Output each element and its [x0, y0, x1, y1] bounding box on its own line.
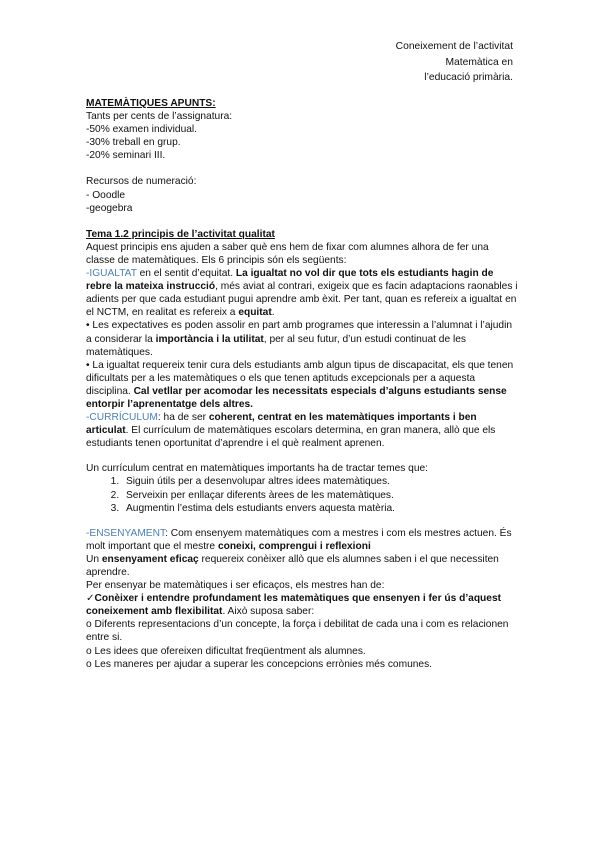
percent-intro: Tants per cents de l’assignatura:: [86, 111, 233, 123]
resource-item: -geogebra: [86, 202, 133, 214]
header-line-3: l’educació primària.: [424, 72, 513, 83]
eficac-paragraph: Un ensenyament eficaç requereix conèixer allò que els alumnes saben i el que necessiten aprendre.: [86, 553, 499, 578]
tema-title: Tema 1.2 principis de l’activitat qualitat: [86, 228, 275, 240]
check-paragraph: ✓Conèixer i entendre profundament les matemàtiques que ensenyen i fer ús d’aquest coneixement amb flexibilitat. Això suposa saber:: [86, 593, 502, 618]
list-item: o Les maneres per ajudar a superar les concepcions errònies més comunes.: [86, 658, 432, 670]
curriculum-paragraph: -CURRÍCULUM: ha de ser coherent, centrat en les matemàtiques importants i ben articulat. El currículum de matemàtiques escolars determina, en gran manera, allò que els estudiants tenen oportunitat d’aprendre i el què realment aprenen.: [86, 412, 496, 450]
document-body: [86, 97, 518, 671]
curriculum-intro: Un currículum centrat en matemàtiques importants ha de tractar temes que:: [86, 463, 429, 475]
list-item: o Les idees que ofereixen dificultat freqüentment als alumnes.: [86, 645, 366, 657]
percent-item: -30% treball en grup.: [86, 137, 181, 149]
list-item: 2. Serveixin per enllaçar diferents àrees de les matemàtiques.: [122, 489, 518, 502]
igualtat-label: -IGUALTAT: [86, 268, 137, 280]
bullet-igualtat: • La igualtat requereix tenir cura dels estudiants amb algun tipus de discapacitat, els que tenen dificultats per a les matemàtiques o els que tenen aptituds excepcionals per a aquesta disciplina. Cal vetllar per acomodar les necessitats especials d’alguns estudiants sense entorpir l’aprenentatge dels altres.: [86, 359, 514, 410]
ensenyament-paragraph: -ENSENYAMENT: Com ensenyem matemàtiques com a mestres i com els mestres actuen. És molt important que el mestre coneixi, comprengui i reflexioni: [86, 527, 512, 552]
tema-intro: Aquest principis ens ajuden a saber què ens hem de fixar com alumnes alhora de fer una classe de matemàtiques. Els 6 principis són els següents:: [86, 241, 489, 266]
percent-item: -20% seminari III.: [86, 150, 166, 162]
header-line-2: Matemàtica en: [445, 56, 513, 68]
eficacos-line: Per ensenyar be matemàtiques i ser eficaços, els mestres han de:: [86, 580, 385, 592]
header-line-1: Coneixement de l’activitat: [395, 41, 513, 52]
curriculum-list: [86, 475, 518, 514]
ensenyament-label: -ENSENYAMENT: [86, 527, 166, 539]
bullet-expectatives: • Les expectatives es poden assolir en part amb programes que interessin a l’alumnat i l’ajudin a considerar la importància i la utilitat, per al seu futur, d’un estudi continuat de les matemàtiques.: [86, 320, 513, 358]
page-header: [396, 39, 513, 86]
resources-title: Recursos de numeració:: [86, 176, 197, 188]
percent-item: -50% examen individual.: [86, 124, 197, 136]
list-item: 1. Siguin útils per a desenvolupar altres idees matemàtiques.: [122, 475, 518, 488]
resource-item: - Ooodle: [86, 189, 126, 201]
list-item: 3. Augmentin l’estima dels estudiants envers aquesta matèria.: [122, 502, 518, 515]
list-item: o Diferents representacions d’un concepte, la força i debilitat de cada una i com es relacionen entre si.: [86, 619, 509, 644]
curriculum-label: -CURRÍCULUM: [86, 412, 158, 424]
section-title-apunts: MATEMÀTIQUES APUNTS:: [86, 98, 216, 109]
igualtat-paragraph: -IGUALTAT en el sentit d’equitat. La igualtat no vol dir que tots els estudiants hagin de rebre la mateixa instrucció, més aviat al contrari, exigeix que es facin adaptacions raonables i adients per que cada estudiant pugui aprendre amb èxit. Per tant, quan es refereix a igualtat en el NCTM, en realitat es refereix a equitat.: [86, 268, 518, 319]
